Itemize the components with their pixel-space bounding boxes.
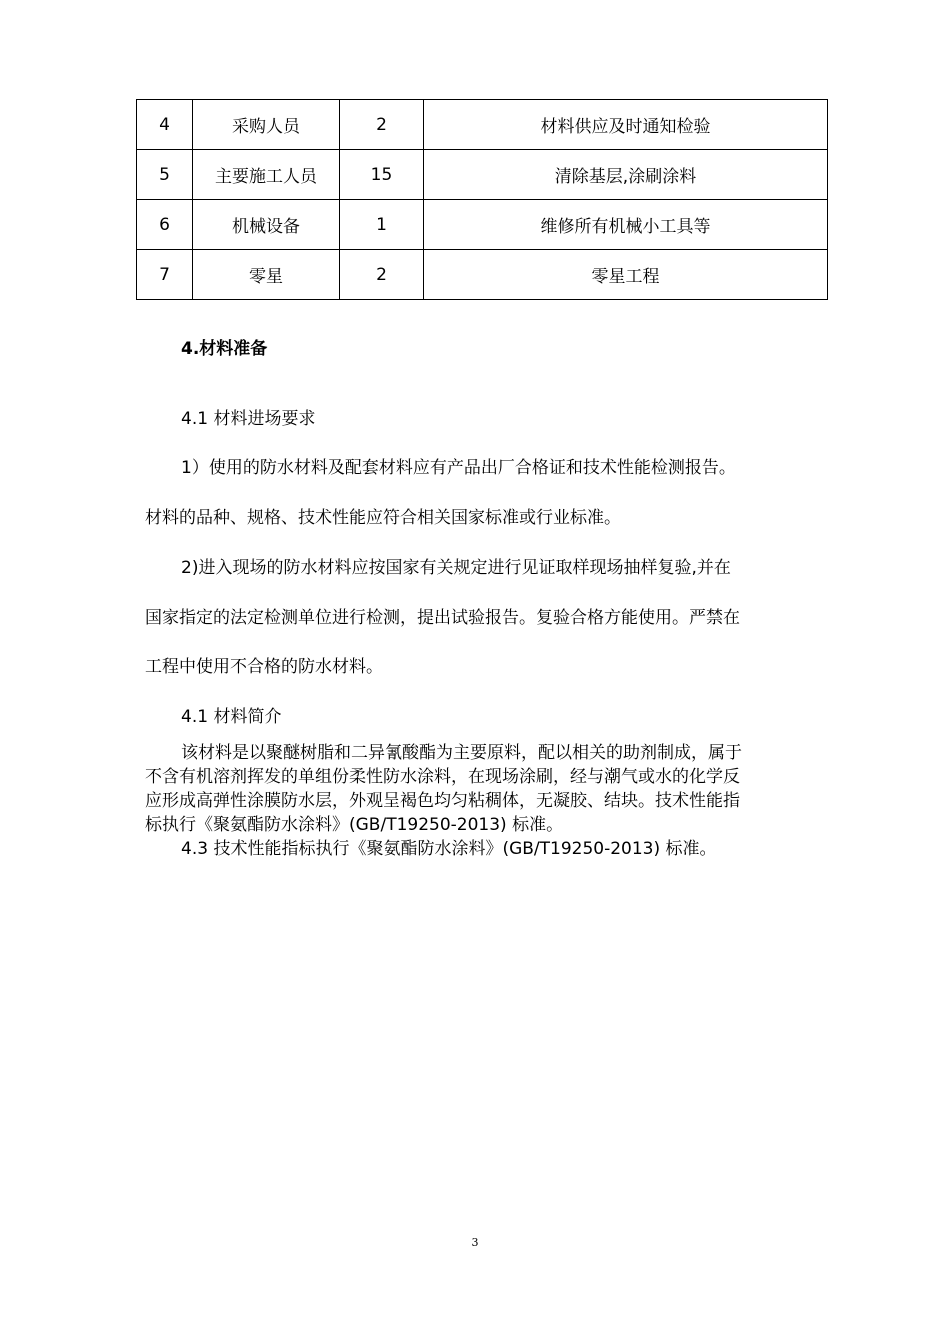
table-row xyxy=(137,200,828,250)
duty-cell: 材料供应及时通知检验 xyxy=(424,100,828,150)
role-cell: 机械设备 xyxy=(193,200,340,250)
row-number: 4 xyxy=(137,100,193,150)
count-cell: 15 xyxy=(340,150,424,200)
table-row xyxy=(137,150,828,200)
table-row xyxy=(137,100,828,150)
requirement-2-line-1: 2)进入现场的防水材料应按国家有关规定进行见证取样现场抽样复验,并在 xyxy=(181,558,731,578)
subsection-heading-material-intro: 4.1 材料简介 xyxy=(181,707,282,727)
duty-cell: 维修所有机械小工具等 xyxy=(424,200,828,250)
intro-line: 不含有机溶剂挥发的单组份柔性防水涂料，在现场涂刷，经与潮气或水的化学反 xyxy=(145,767,740,787)
count-cell: 1 xyxy=(340,200,424,250)
staff-table xyxy=(136,99,828,300)
intro-line: 该材料是以聚醚树脂和二异氰酸酯为主要原料，配以相关的助剂制成，属于 xyxy=(181,743,742,763)
table-row xyxy=(137,250,828,300)
requirement-2-line-2: 国家指定的法定检测单位进行检测，提出试验报告。复验合格方能使用。严禁在 xyxy=(145,608,740,628)
row-number: 7 xyxy=(137,250,193,300)
duty-cell: 零星工程 xyxy=(424,250,828,300)
role-cell: 主要施工人员 xyxy=(193,150,340,200)
requirement-1-line-2: 材料的品种、规格、技术性能应符合相关国家标准或行业标准。 xyxy=(145,508,621,528)
count-cell: 2 xyxy=(340,250,424,300)
row-number: 6 xyxy=(137,200,193,250)
intro-line: 应形成高弹性涂膜防水层，外观呈褐色均匀粘稠体，无凝胶、结块。技术性能指 xyxy=(145,791,740,811)
subsection-heading-entry-requirements: 4.1 材料进场要求 xyxy=(181,409,316,429)
requirement-1-line-1: 1）使用的防水材料及配套材料应有产品出厂合格证和技术性能检测报告。 xyxy=(181,458,736,478)
row-number: 5 xyxy=(137,150,193,200)
section-heading: 4.材料准备 xyxy=(181,339,268,359)
intro-line: 标执行《聚氨酯防水涂料》(GB/T19250-2013) 标准。 xyxy=(145,815,564,835)
role-cell: 零星 xyxy=(193,250,340,300)
role-cell: 采购人员 xyxy=(193,100,340,150)
technical-spec-line: 4.3 技术性能指标执行《聚氨酯防水涂料》(GB/T19250-2013) 标准。 xyxy=(181,839,717,859)
staff-table-body xyxy=(137,100,828,300)
count-cell: 2 xyxy=(340,100,424,150)
requirement-2-line-3: 工程中使用不合格的防水材料。 xyxy=(145,657,383,677)
page-number: 3 xyxy=(471,1236,479,1249)
material-intro-paragraph xyxy=(145,741,821,861)
duty-cell: 清除基层,涂刷涂料 xyxy=(424,150,828,200)
